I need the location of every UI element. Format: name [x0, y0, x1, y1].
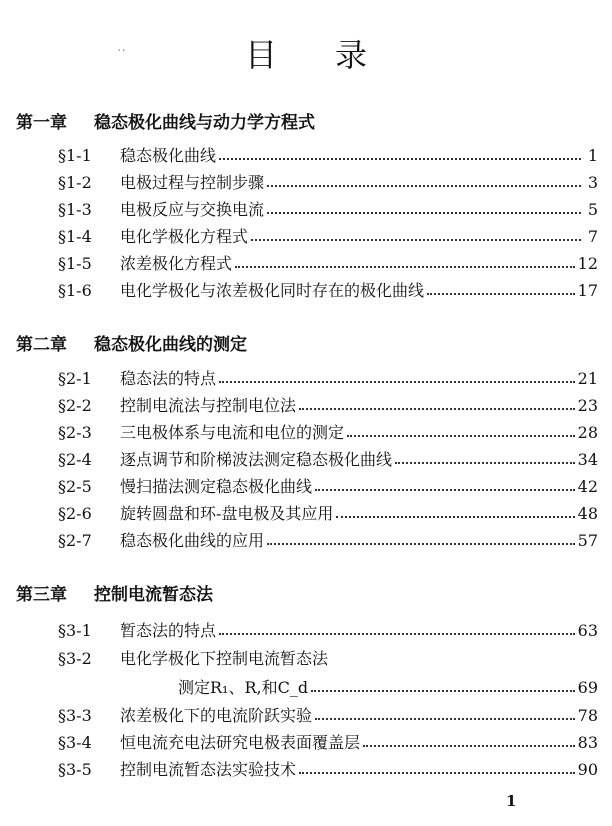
section-number: §3-4: [58, 733, 92, 752]
chapter-label: 第二章: [16, 335, 67, 355]
page-ref: 17: [577, 281, 598, 300]
leader-dots: [395, 462, 575, 464]
section-title: 电化学极化下控制电流暂态法: [120, 649, 329, 668]
section-title: 浓差极化方程式: [120, 254, 233, 273]
chapter-title: 稳态极化曲线的测定: [94, 335, 247, 355]
page-ref: 90: [577, 760, 598, 779]
section-number: §3-5: [58, 760, 92, 779]
section-number: §1-3: [58, 200, 92, 219]
leader-dots: [219, 633, 575, 635]
page-ref: 21: [577, 369, 598, 388]
page-ref: 57: [577, 531, 598, 550]
toc-entry[interactable]: [58, 366, 598, 390]
chapter-label: 第三章: [16, 585, 67, 605]
chapter-label: 第一章: [16, 113, 67, 133]
page-ref: 28: [577, 423, 598, 442]
toc-entry[interactable]: [58, 393, 598, 417]
chapter-heading: [16, 330, 247, 355]
toc-entry[interactable]: [58, 143, 598, 167]
leader-dots: [219, 381, 575, 383]
section-title: 三电极体系与电流和电位的测定: [120, 423, 345, 442]
section-title: 电化学极化方程式: [120, 227, 249, 246]
leader-dots: [336, 516, 574, 518]
toc-entry[interactable]: [58, 224, 598, 248]
page-title: 目录: [244, 36, 425, 74]
leader-dots: [267, 543, 575, 545]
toc-entry[interactable]: [58, 420, 598, 444]
scan-speck: ' ': [118, 48, 125, 57]
section-title: 旋转圆盘和环-盘电极及其应用: [120, 504, 334, 523]
page-ref: 83: [577, 733, 598, 752]
section-title: 浓差极化下的电流阶跃实验: [120, 706, 313, 725]
leader-dots: [347, 435, 575, 437]
page-ref: 34: [577, 450, 598, 469]
section-number: §1-4: [58, 227, 92, 246]
toc-entry[interactable]: [58, 730, 598, 754]
leader-dots: [311, 690, 575, 692]
page-ref: 48: [577, 504, 598, 523]
section-number: §3-2: [58, 649, 92, 668]
leader-dots: [363, 745, 575, 747]
section-number: §2-6: [58, 504, 92, 523]
section-title: 逐点调节和阶梯波法测定稳态极化曲线: [120, 450, 393, 469]
page-ref: 69: [577, 678, 598, 697]
toc-entry[interactable]: [58, 528, 598, 552]
leader-dots: [315, 489, 575, 491]
section-title: 电化学极化与浓差极化同时存在的极化曲线: [120, 281, 425, 300]
page-number: 1: [506, 792, 517, 810]
chapter-heading: [16, 108, 315, 133]
chapter-title: 控制电流暂态法: [94, 585, 213, 605]
leader-dots: [427, 293, 575, 295]
section-title: 稳态极化曲线的应用: [120, 531, 265, 550]
page-ref: 63: [577, 621, 598, 640]
chapter-heading: [16, 580, 213, 605]
section-title: 稳态极化曲线: [120, 146, 217, 165]
leader-dots: [251, 239, 581, 241]
section-title: 控制电流法与控制电位法: [120, 396, 297, 415]
section-number: §1-1: [58, 146, 92, 165]
section-title: 测定R₁、R,和C_d: [178, 678, 309, 697]
section-number: §2-3: [58, 423, 92, 442]
page-ref: 5: [587, 200, 598, 219]
toc-entry[interactable]: [58, 618, 598, 642]
toc-entry[interactable]: [58, 757, 598, 781]
leader-dots: [219, 158, 581, 160]
leader-dots: [299, 408, 575, 410]
page-ref: 23: [577, 396, 598, 415]
toc-entry[interactable]: [58, 447, 598, 471]
leader-dots: [315, 718, 575, 720]
toc-entry[interactable]: [58, 278, 598, 302]
section-number: §2-4: [58, 450, 92, 469]
leader-dots: [235, 266, 575, 268]
toc-entry[interactable]: [58, 170, 598, 194]
toc-entry[interactable]: [58, 474, 598, 498]
page-ref: 1: [587, 146, 598, 165]
section-number: §3-3: [58, 706, 92, 725]
page-ref: 7: [587, 227, 598, 246]
page-ref: 42: [577, 477, 598, 496]
page-ref: 78: [577, 706, 598, 725]
section-title: 电极过程与控制步骤: [120, 173, 265, 192]
page-ref: 12: [577, 254, 598, 273]
toc-entry[interactable]: [58, 197, 598, 221]
toc-entry[interactable]: [58, 251, 598, 275]
section-title: 恒电流充电法研究电极表面覆盖层: [120, 733, 361, 752]
leader-dots: [267, 212, 581, 214]
chapter-title: 稳态极化曲线与动力学方程式: [94, 113, 315, 133]
leader-dots: [267, 185, 581, 187]
toc-entry[interactable]: [58, 703, 598, 727]
section-number: §3-1: [58, 621, 92, 640]
toc-entry-continuation[interactable]: [178, 675, 598, 699]
section-number: §2-7: [58, 531, 92, 550]
page-ref: 3: [587, 173, 598, 192]
toc-entry[interactable]: [58, 646, 598, 670]
leader-dots: [299, 772, 575, 774]
section-number: §2-2: [58, 396, 92, 415]
section-number: §2-5: [58, 477, 92, 496]
section-title: 控制电流暂态法实验技术: [120, 760, 297, 779]
section-title: 暂态法的特点: [120, 621, 217, 640]
section-number: §2-1: [58, 369, 92, 388]
section-number: §1-5: [58, 254, 92, 273]
section-number: §1-6: [58, 281, 92, 300]
section-title: 电极反应与交换电流: [120, 200, 265, 219]
section-number: §1-2: [58, 173, 92, 192]
section-title: 稳态法的特点: [120, 369, 217, 388]
toc-entry[interactable]: [58, 501, 598, 525]
section-title: 慢扫描法测定稳态极化曲线: [120, 477, 313, 496]
